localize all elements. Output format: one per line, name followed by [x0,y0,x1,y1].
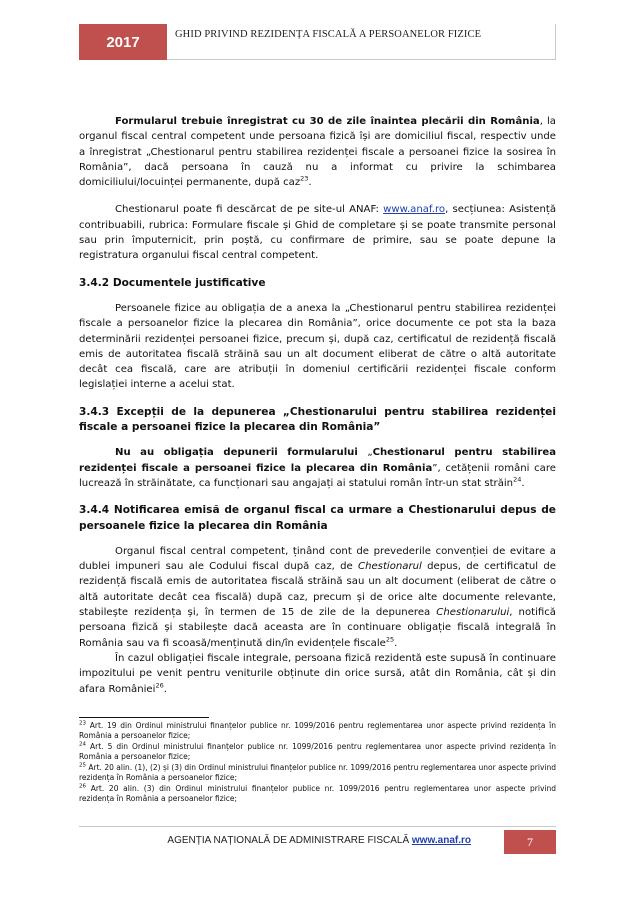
agency-name: AGENȚIA NAȚIONALĂ DE ADMINISTRARE FISCALĂ [167,835,412,846]
exceptions-text: ”, cetățenii români care lucrează în străinătate, ca funcționari sau angajați ai statului român într-un stat străin [79,462,556,489]
notification-text-c: , notifică persoana fizică și stabilește dacă aceasta are în continuare obligație fiscală integrală în România sau va fi scoasă/menținută din/în evidențele fiscale [79,607,556,649]
notification-italic-2: Chestionarului [436,607,510,619]
footnote-24 [79,742,556,762]
paragraph-exceptions [79,445,556,491]
page-footer [79,830,556,854]
registration-deadline-emphasis: Formularul trebuie înregistrat cu 30 de zile înaintea plecării din România [115,116,540,127]
footnote-number: 25 [79,762,86,769]
footnote-number: 26 [79,783,86,790]
notification-text-a: Organul fiscal central competent, ținând cont de prevederile convenției de evitare a dublei impuneri sau ale Codului fiscal după caz, de [79,545,556,573]
footnote-ref-26[interactable]: 26 [155,681,164,690]
exceptions-emphasis: Nu au obligația depunerii formularului [115,447,368,459]
registration-deadline-text: , la organul fiscal central competent unde persoana fizică își are domiciliul fiscal, respectiv unde a înregistrat „Chestionarul pentru stabilirea rezidenței fiscale a persoanei fizice la sosirea în România”, dacă persoana în cauză nu a informat cu privire la schimbarea domiciliului/locuinței permanente, după caz [79,116,556,189]
footnote-ref-24[interactable]: 24 [513,475,522,484]
footnote-26 [79,784,556,804]
footnote-text: Art. 5 din Ordinul ministrului finanțelor publice nr. 1099/2016 pentru reglementarea unor aspecte privind rezidența în România a persoanelor fizice; [79,742,556,761]
punctuation: . [521,477,525,489]
anaf-website-link[interactable]: www.anaf.ro [383,204,446,216]
opening-quote: „ [367,447,373,459]
footer-divider [79,826,556,827]
section-heading-3-4-2: 3.4.2 Documentele justificative [79,276,266,289]
paragraph-notification [79,544,556,651]
paragraph-supporting-documents: Persoanele fizice au obligația de a anexa la „Chestionarul pentru stabilirea rezidenței fiscale a persoanelor fizice la plecarea din România”, orice documente ce pot sta la baza determinării rezidenței persoanei fizice, precum și, după caz, certificatul de rezidență fiscală emis de autoritatea fiscală străină sau un alt document eliberat de către o altă autoritate decât cea fiscală, care are atribuții în domeniul certificării rezidenței fiscale conform legislației interne a acelui stat. [79,302,556,391]
page-number: 7 [504,830,556,854]
footnote-23 [79,721,556,741]
footnote-25 [79,763,556,783]
footnote-ref-25[interactable]: 25 [385,635,395,644]
punctuation: . [163,683,167,695]
notification-italic-1: Chestionarul [358,561,422,573]
header-divider-vertical [555,24,556,60]
download-form-text-continued: , secțiunea: Asistență contribuabili, rubrica: Formulare fiscale și Ghid de completare și se poate transmite personal sau prin împuternicit, prin poștă, cu confirmare de primire, sau se poate depune la registratura organului fiscal central competent. [79,204,557,262]
footnote-ref-23[interactable]: 23 [300,174,309,183]
document-title: GHID PRIVIND REZIDENȚA FISCALĂ A PERSOANELOR FIZICE [175,29,482,40]
punctuation: . [308,177,312,189]
page-header [79,24,556,60]
year-badge: 2017 [79,24,167,60]
section-heading-3-4-4: 3.4.4 Notificarea emisă de organul fiscal ca urmare a Chestionarului depus de persoanele fizice la plecarea din România [79,504,556,532]
header-divider [167,59,556,60]
section-heading-3-4-3: 3.4.3 Excepții de la depunerea „Chestionarului pentru stabilirea rezidenței fiscale a persoanei fizice la plecarea din România” [79,405,556,434]
download-form-text: Chestionarul poate fi descărcat de pe site-ul ANAF: [115,204,384,216]
footnotes [79,717,556,805]
footnote-number: 24 [79,741,86,748]
paragraph-registration-deadline [79,114,556,190]
exceptions-form-name: Chestionarul pentru stabilirea rezidenței fiscale a persoanei fizice la plecarea din România [79,447,557,474]
notification-text-b: depus, de certificatul de rezidență fiscală emis de autoritatea fiscală străină sau un alt document (eliberat de către o altă autoritate decât cea fiscală) după caz, precum și de orice alte documente relevante, stabilește rezidența și, în termen de 15 de zile de la depunerea [79,561,556,619]
full-tax-obligation-text: În cazul obligației fiscale integrale, persoana fizică rezidentă este supusă în continuare impozitului pe venit pentru veniturile obținute din orice sursă, atât din România, cât și din afara României [79,652,556,695]
footnote-number: 23 [79,720,86,727]
footnote-text: Art. 20 alin. (1), (2) și (3) din Ordinul ministrului finanțelor publice nr. 1099/2016 pentru reglementarea unor aspecte privind rezidența în România a persoanelor fizice; [79,763,556,782]
paragraph-full-tax-obligation [79,651,556,697]
page-body [79,114,556,697]
footnote-text: Art. 19 din Ordinul ministrului finanțelor publice nr. 1099/2016 pentru reglementarea unor aspecte privind rezidența în România a persoanelor fizice; [79,721,556,740]
punctuation: . [394,637,398,649]
footer-website-link[interactable]: www.anaf.ro [411,835,471,846]
paragraph-download-form [79,202,556,263]
footnote-text: Art. 20 alin. (3) din Ordinul ministrului finanțelor publice nr. 1099/2016 pentru reglementarea unor aspecte privind rezidența în România a persoanelor fizice; [79,784,556,803]
footer-agency [167,835,471,846]
footnote-divider [79,717,209,718]
